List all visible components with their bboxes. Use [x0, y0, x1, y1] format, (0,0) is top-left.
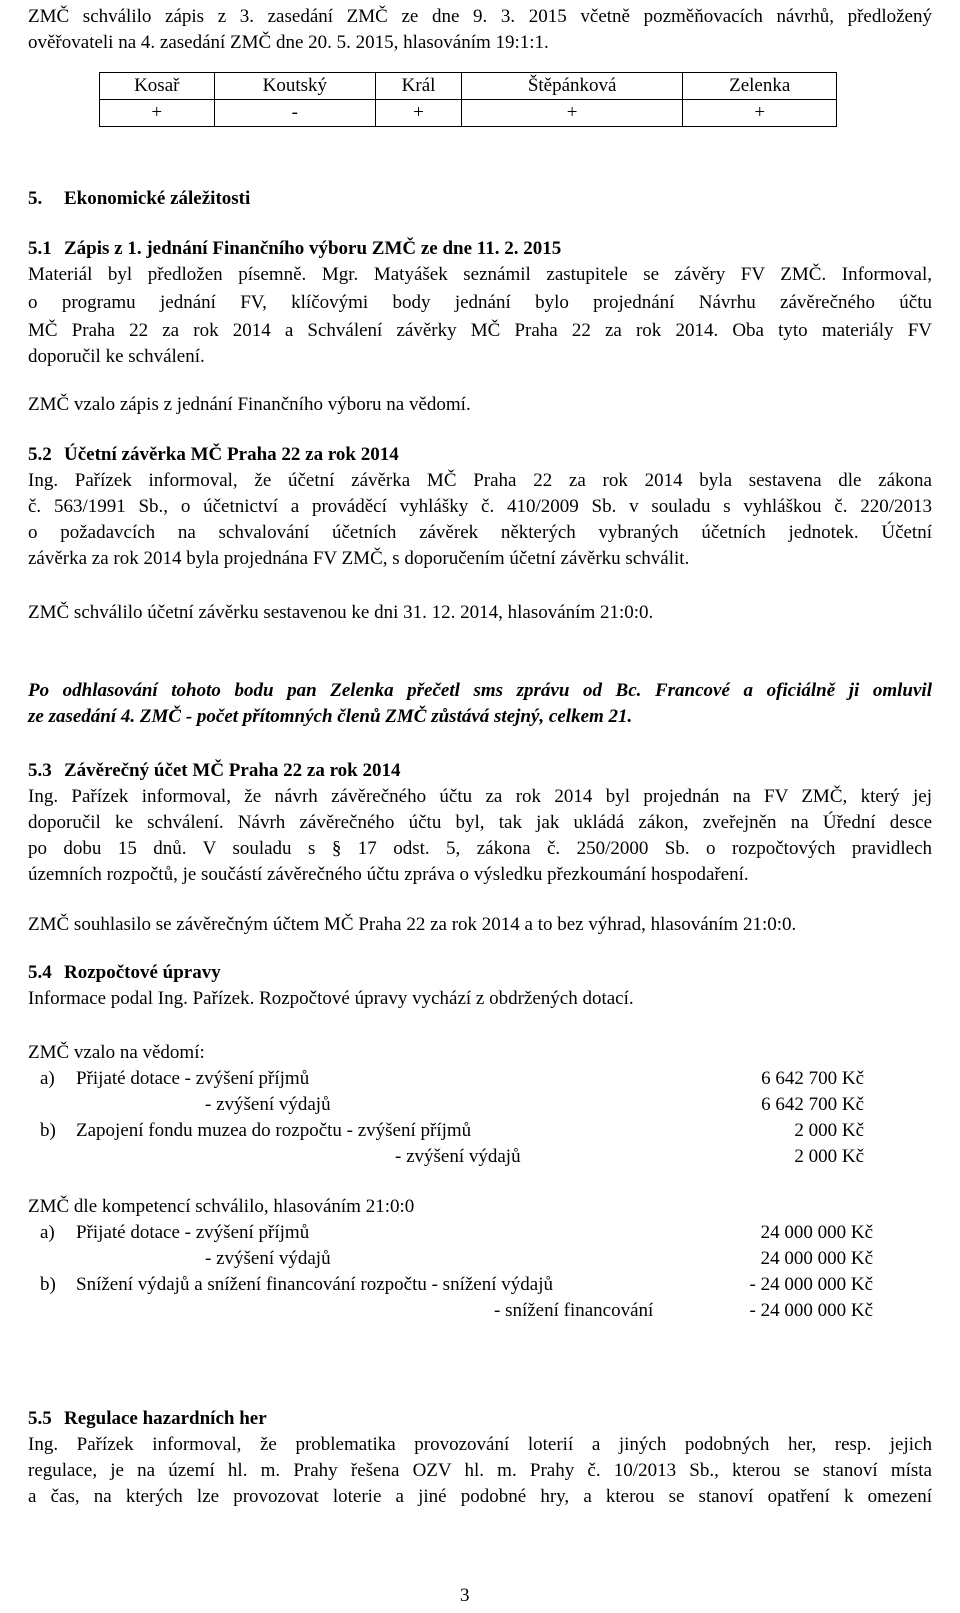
list-item-text: - zvýšení výdajů: [395, 1146, 521, 1167]
s52-line-2: č. 563/1991 Sb., o účetnictví a prováděcí vyhlášky č. 410/2009 Sb. v souladu s vyhláškou č. 220/2013: [28, 496, 932, 517]
s52-line-1: Ing. Pařízek informoval, že účetní závěrka MČ Praha 22 za rok 2014 byla sestavena dle zákona: [28, 470, 932, 491]
section-5-5-heading: [28, 1408, 267, 1430]
list-item-amount: 2 000 Kč: [794, 1120, 864, 1141]
vote-name-cell: Zelenka: [683, 73, 837, 100]
list-marker: a): [40, 1068, 55, 1089]
intro-line-2: ověřovateli na 4. zasedání ZMČ dne 20. 5. 2015, hlasováním 19:1:1.: [28, 32, 549, 53]
s55-line-3: a čas, na kterých lze provozovat loterie a jiné podobné hry, a kterou se stanoví opatření k omezení: [28, 1486, 932, 1507]
section-5-1-heading: [28, 238, 561, 260]
section-title: Účetní závěrka MČ Praha 22 za rok 2014: [64, 444, 399, 465]
s53-line-4: územních rozpočtů, je součástí závěrečného účtu zpráva o výsledku přezkoumání hospodaření.: [28, 864, 749, 885]
vote-name-cell: Štěpánková: [461, 73, 682, 100]
section-title: Rozpočtové úpravy: [64, 962, 221, 983]
page-number: 3: [460, 1585, 470, 1606]
list-item-text: Zapojení fondu muzea do rozpočtu - zvýšení příjmů: [76, 1120, 472, 1141]
vote-name-cell: Král: [376, 73, 462, 100]
list-item-amount: 6 642 700 Kč: [761, 1094, 864, 1115]
vote-value-cell: +: [100, 100, 215, 127]
list-item-amount: 24 000 000 Kč: [760, 1222, 873, 1243]
section-title: Závěrečný účet MČ Praha 22 za rok 2014: [64, 760, 401, 781]
section-5-2-heading: [28, 444, 399, 466]
section-number: 5.3: [28, 760, 52, 781]
s51-resolution: ZMČ vzalo zápis z jednání Finančního výboru na vědomí.: [28, 394, 471, 415]
vote-table: [99, 72, 837, 127]
s53-resolution: ZMČ souhlasilo se závěrečným účtem MČ Praha 22 za rok 2014 a to bez výhrad, hlasováním 21:0:0.: [28, 914, 797, 935]
list-item-amount: - 24 000 000 Kč: [749, 1300, 873, 1321]
section-number: 5.4: [28, 962, 52, 983]
list-item-text: - zvýšení výdajů: [205, 1094, 331, 1115]
list-item-text: - zvýšení výdajů: [205, 1248, 331, 1269]
list-item-text: Přijaté dotace - zvýšení příjmů: [76, 1068, 310, 1089]
s55-line-1: Ing. Pařízek informoval, že problematika provozování loterií a jiných podobných her, resp. jejich: [28, 1434, 932, 1455]
notice-line-2: ze zasedání 4. ZMČ - počet přítomných členů ZMČ zůstává stejný, celkem 21.: [28, 706, 633, 727]
list-item-amount: - 24 000 000 Kč: [749, 1274, 873, 1295]
s53-line-2: doporučil ke schválení. Návrh závěrečného účtu byl, tak jak ukládá zákon, zveřejněn na Úřední desce: [28, 812, 932, 833]
vote-table-votes-row: [100, 100, 837, 127]
list-item-text: Přijaté dotace - zvýšení příjmů: [76, 1222, 310, 1243]
list-item-amount: 6 642 700 Kč: [761, 1068, 864, 1089]
s51-line-1: Materiál byl předložen písemně. Mgr. Matyášek seznámil zastupitele se závěry FV ZMČ. Informoval,: [28, 264, 932, 285]
list-item-amount: 2 000 Kč: [794, 1146, 864, 1167]
vote-value-cell: +: [376, 100, 462, 127]
s53-line-1: Ing. Pařízek informoval, že návrh závěrečného účtu za rok 2014 byl projednán na FV ZMČ, který jej: [28, 786, 932, 807]
vote-table-names-row: [100, 73, 837, 100]
s51-line-3: MČ Praha 22 za rok 2014 a Schválení závěrky MČ Praha 22 za rok 2014. Oba tyto materiály FV: [28, 320, 932, 341]
section-number: 5.1: [28, 238, 52, 259]
section-title: Zápis z 1. jednání Finančního výboru ZMČ ze dne 11. 2. 2015: [64, 238, 562, 259]
s54-intro: Informace podal Ing. Pařízek. Rozpočtové úpravy vychází z obdržených dotací.: [28, 988, 634, 1009]
s52-resolution: ZMČ schválilo účetní závěrku sestavenou ke dni 31. 12. 2014, hlasováním 21:0:0.: [28, 602, 654, 623]
vote-value-cell: -: [214, 100, 376, 127]
s52-line-4: závěrka za rok 2014 byla projednána FV ZMČ, s doporučením účetní závěrku schválit.: [28, 548, 690, 569]
s53-line-3: po dobu 15 dnů. V souladu s § 17 odst. 5, zákona č. 250/2000 Sb. o rozpočtových pravidlech: [28, 838, 932, 859]
vote-value-cell: +: [461, 100, 682, 127]
s55-line-2: regulace, je na území hl. m. Prahy řešena OZV hl. m. Prahy č. 10/2013 Sb., kterou se stanoví místa: [28, 1460, 932, 1481]
vote-value-cell: +: [683, 100, 837, 127]
s52-line-3: o požadavcích na schvalování účetních závěrek některých vybraných účetních jednotek. Účetní: [28, 522, 932, 543]
list-marker: b): [40, 1120, 56, 1141]
section-5-heading: [28, 188, 250, 210]
list-item-amount: 24 000 000 Kč: [760, 1248, 873, 1269]
section-number: 5.: [28, 188, 43, 209]
vote-name-cell: Kosař: [100, 73, 215, 100]
vote-name-cell: Koutský: [214, 73, 376, 100]
list-marker: a): [40, 1222, 55, 1243]
s51-line-2: o programu jednání FV, klíčovými body jednání bylo projednání Návrhu závěrečného účtu: [28, 292, 932, 313]
section-title: Ekonomické záležitosti: [64, 188, 251, 209]
section-5-3-heading: [28, 760, 401, 782]
s51-line-4: doporučil ke schválení.: [28, 346, 205, 367]
section-title: Regulace hazardních her: [64, 1408, 267, 1429]
list-marker: b): [40, 1274, 56, 1295]
list-item-text: Snížení výdajů a snížení financování rozpočtu - snížení výdajů: [76, 1274, 553, 1295]
s54-approved-heading: ZMČ dle kompetencí schválilo, hlasováním 21:0:0: [28, 1196, 415, 1217]
notice-line-1: Po odhlasování tohoto bodu pan Zelenka přečetl sms zprávu od Bc. Francové a oficiálně ji omluvil: [28, 680, 932, 701]
section-number: 5.5: [28, 1408, 52, 1429]
list-item-text: - snížení financování: [494, 1300, 654, 1321]
section-5-4-heading: [28, 962, 221, 984]
section-number: 5.2: [28, 444, 52, 465]
s54-noted-heading: ZMČ vzalo na vědomí:: [28, 1042, 205, 1063]
intro-line-1: ZMČ schválilo zápis z 3. zasedání ZMČ ze dne 9. 3. 2015 včetně pozměňovacích návrhů, předložený: [28, 6, 932, 27]
